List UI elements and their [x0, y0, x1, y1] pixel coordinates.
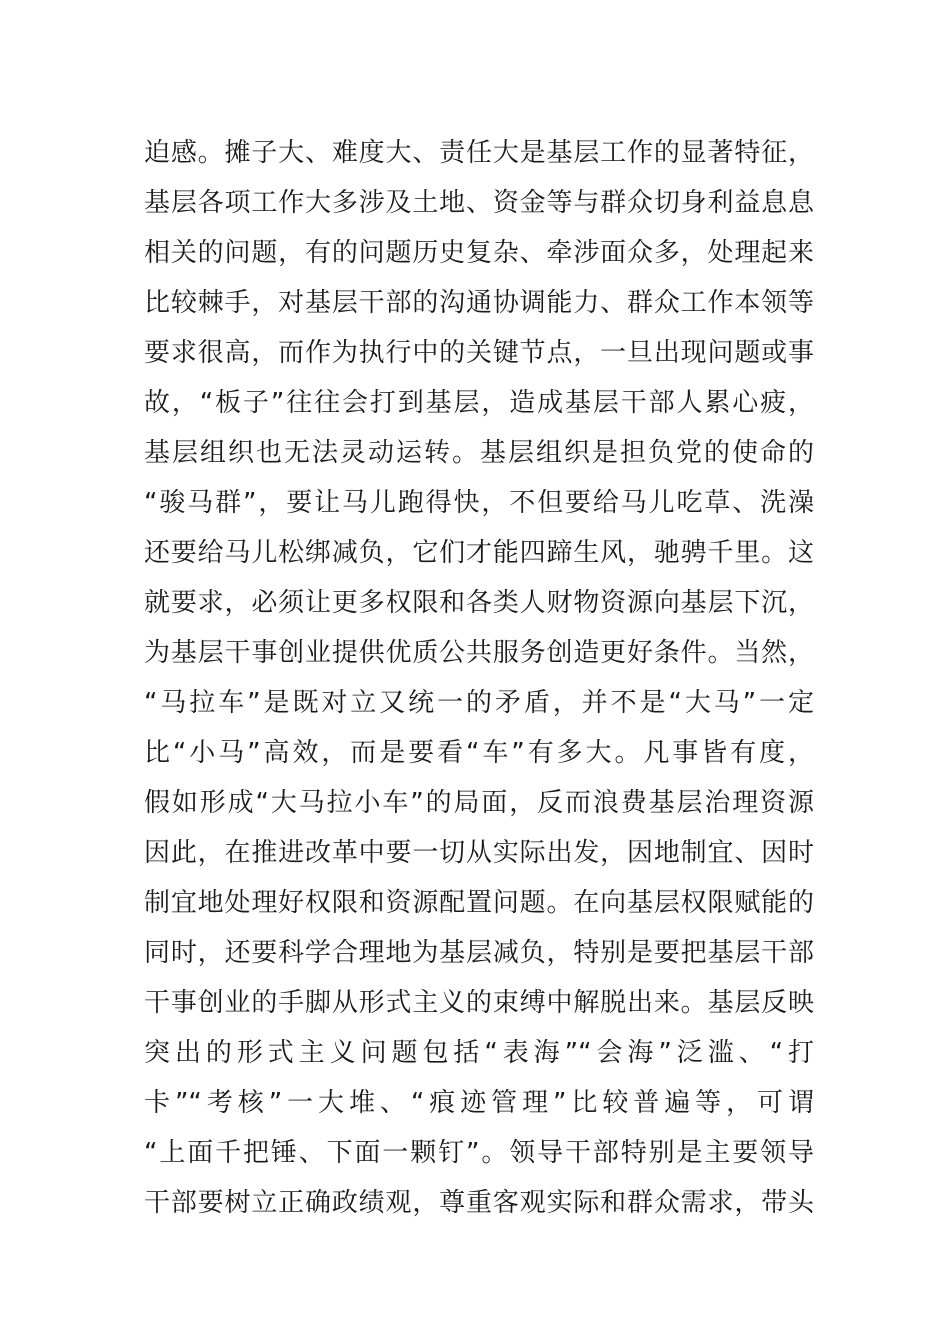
text-line: “上面千把锤、下面一颗钉”。领导干部特别是主要领导 [144, 1138, 814, 1168]
text-line: 为基层干事创业提供优质公共服务创造更好条件。当然， [144, 638, 814, 668]
text-line: 基层各项工作大多涉及土地、资金等与群众切身利益息息 [144, 188, 814, 218]
text-line: “骏马群”，要让马儿跑得快，不但要给马儿吃草、洗澡 [144, 488, 814, 518]
text-line: 迫感。摊子大、难度大、责任大是基层工作的显著特征， [144, 138, 814, 168]
text-line: 相关的问题，有的问题历史复杂、牵涉面众多，处理起来 [144, 238, 814, 268]
text-line: “马拉车”是既对立又统一的矛盾，并不是“大马”一定 [144, 688, 814, 718]
text-line: 干事创业的手脚从形式主义的束缚中解脱出来。基层反映 [144, 988, 814, 1018]
text-line: 制宜地处理好权限和资源配置问题。在向基层权限赋能的 [144, 888, 814, 918]
text-line: 比“小马”高效，而是要看“车”有多大。凡事皆有度， [144, 738, 814, 768]
body-text [144, 128, 814, 1228]
text-line: 因此，在推进改革中要一切从实际出发，因地制宜、因时 [144, 838, 814, 868]
text-line: 突出的形式主义问题包括“表海”“会海”泛滥、“打 [144, 1038, 814, 1068]
text-line: 干部要树立正确政绩观，尊重客观实际和群众需求，带头 [144, 1188, 814, 1218]
text-line: 假如形成“大马拉小车”的局面，反而浪费基层治理资源 [144, 788, 814, 818]
text-line: 基层组织也无法灵动运转。基层组织是担负党的使命的 [144, 438, 814, 468]
text-line: 同时，还要科学合理地为基层减负，特别是要把基层干部 [144, 938, 814, 968]
text-line: 故，“板子”往往会打到基层，造成基层干部人累心疲， [144, 388, 814, 418]
text-line: 还要给马儿松绑减负，它们才能四蹄生风，驰骋千里。这 [144, 538, 814, 568]
text-line: 比较棘手，对基层干部的沟通协调能力、群众工作本领等 [144, 288, 814, 318]
text-line: 要求很高，而作为执行中的关键节点，一旦出现问题或事 [144, 338, 814, 368]
text-line: 就要求，必须让更多权限和各类人财物资源向基层下沉， [144, 588, 814, 618]
text-line: 卡”“考核”一大堆、“痕迹管理”比较普遍等，可谓 [144, 1088, 814, 1118]
